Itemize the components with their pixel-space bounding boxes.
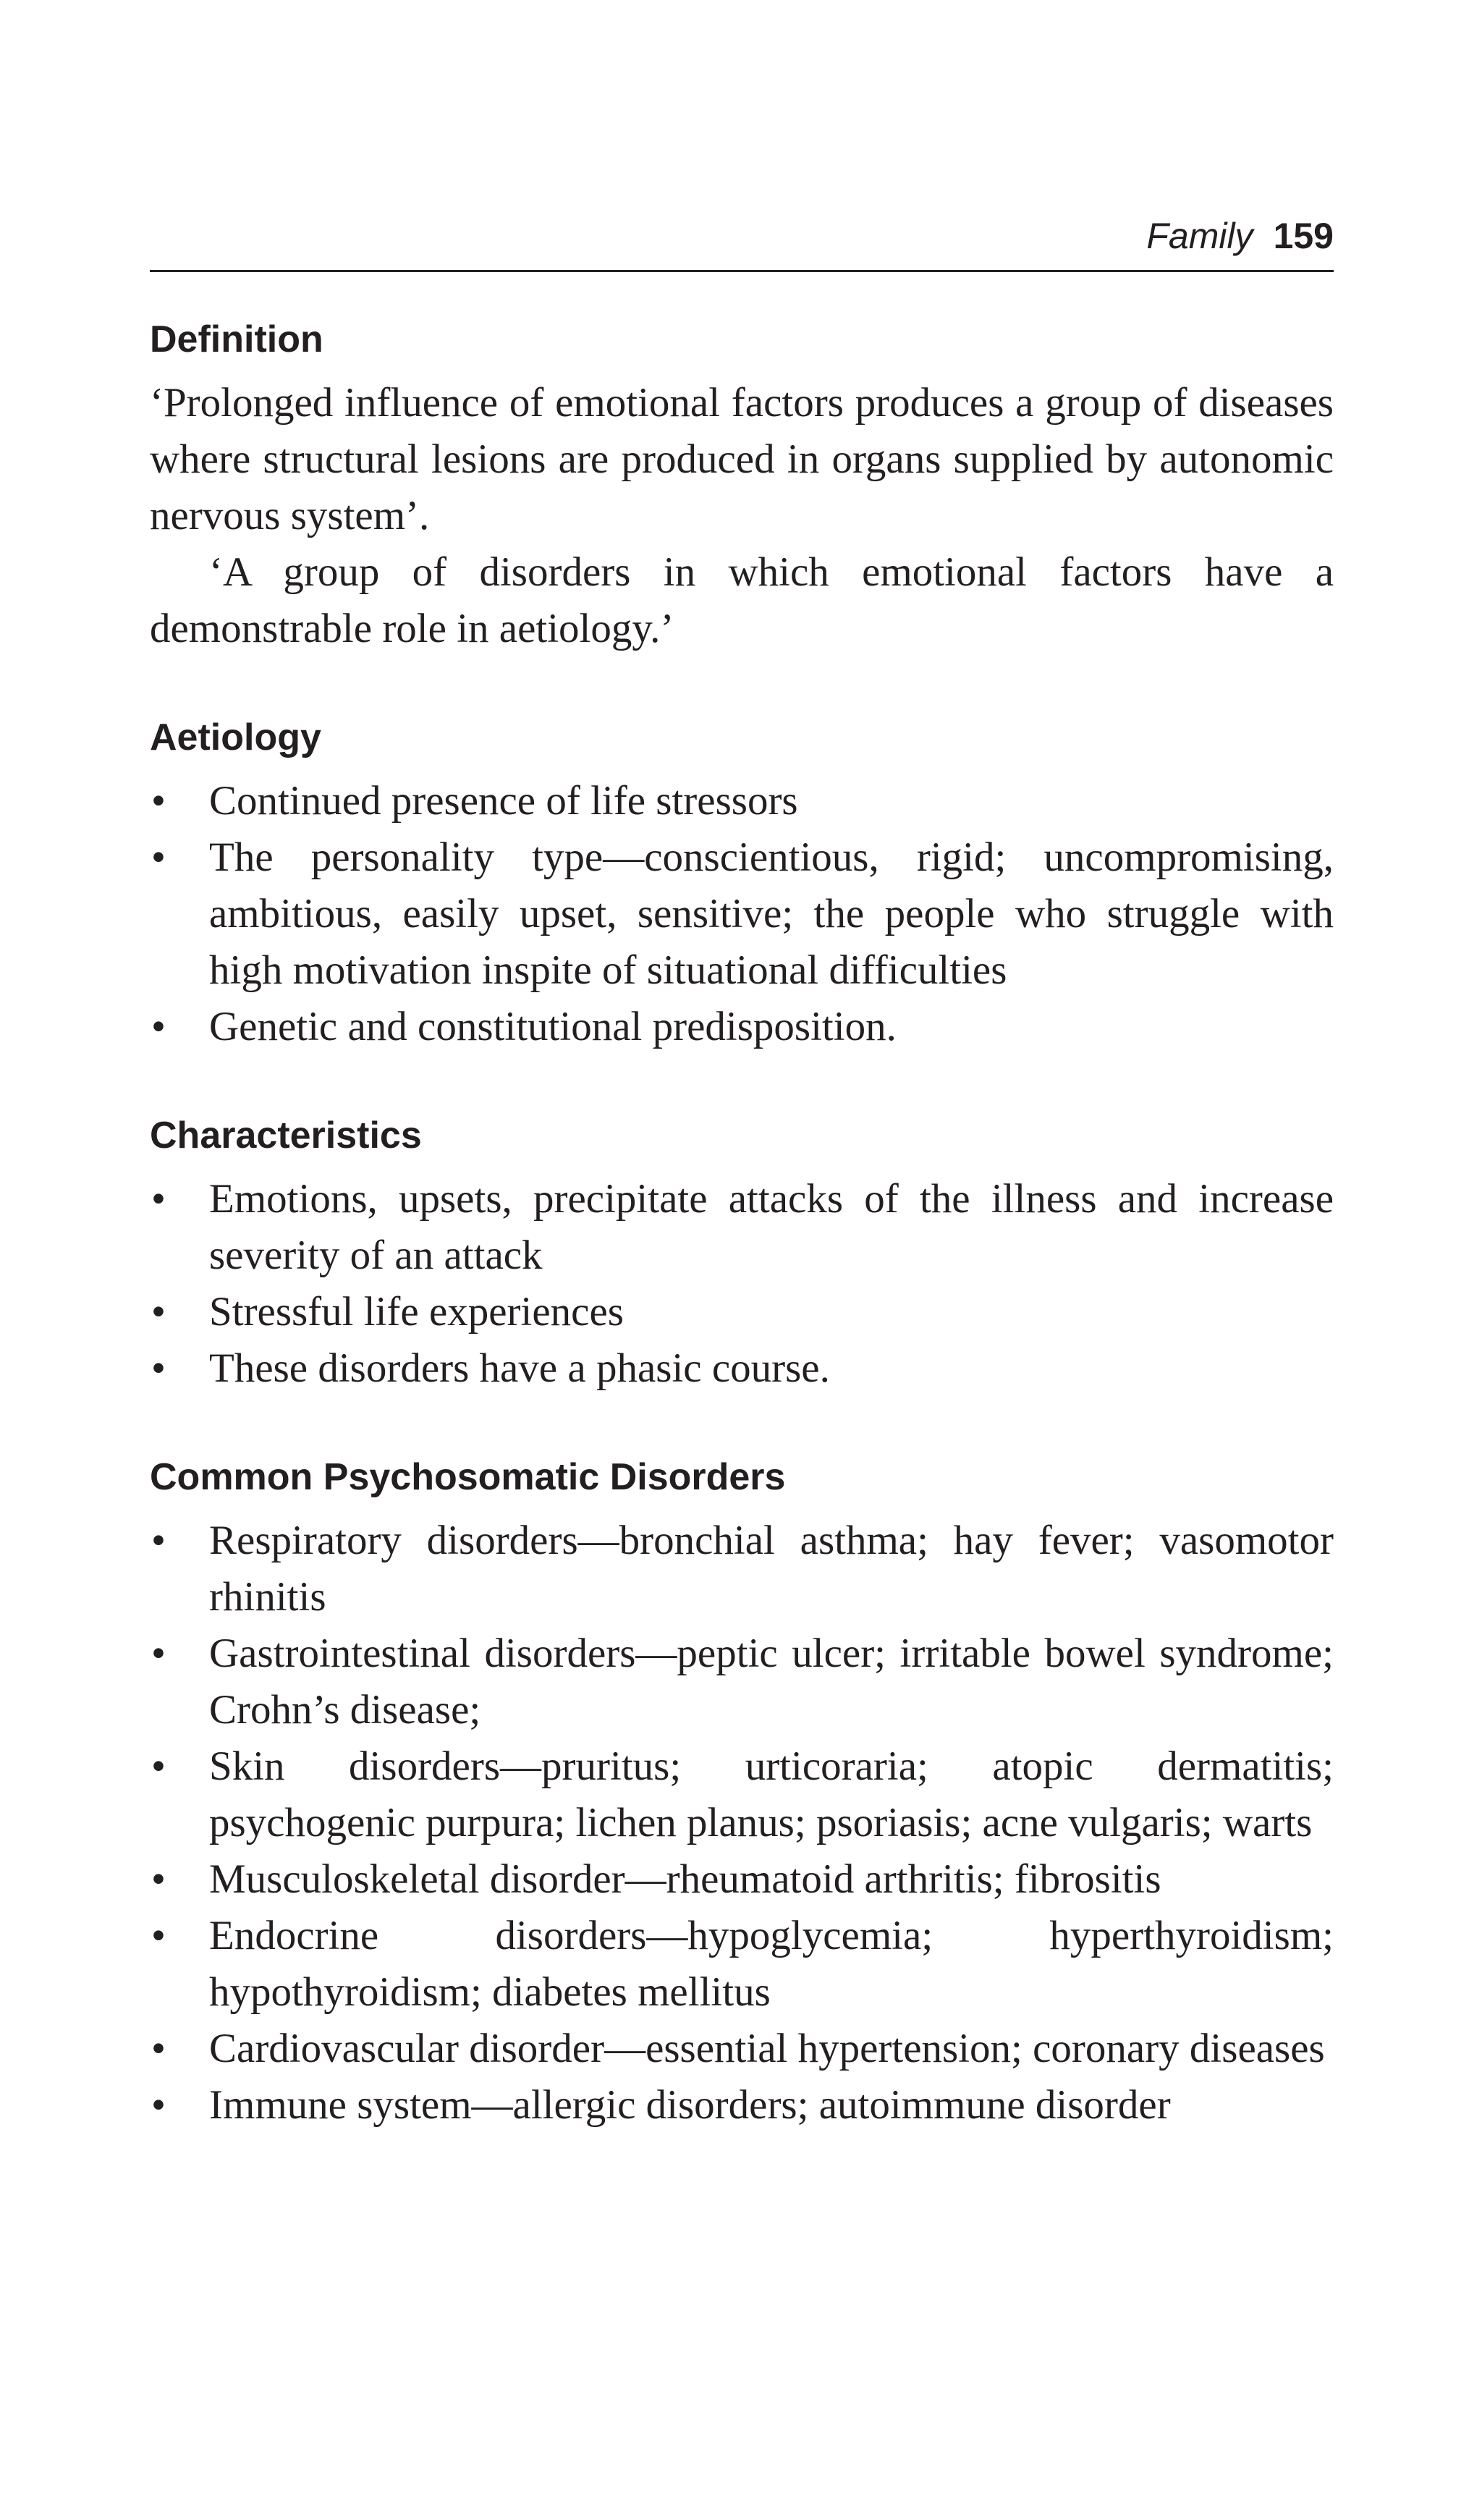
- list-item-text: The personality type—conscientious, rigid; uncompromising, ambitious, easily upset, sensitive; the people who struggle with high motivation inspite of situational difficulties: [209, 834, 1334, 993]
- bullet-list: [150, 1171, 1334, 1397]
- list-item: [150, 1908, 1334, 2021]
- running-head: [1146, 214, 1334, 258]
- paragraph: ‘A group of disorders in which emotional factors have a demonstrable role in aetiology.’: [150, 549, 1334, 651]
- section-definition: [150, 317, 1334, 657]
- bullet-icon: •: [151, 1631, 166, 1676]
- bullet-icon: •: [151, 1518, 166, 1563]
- header-rule: [150, 270, 1334, 272]
- list-item: [150, 1171, 1334, 1284]
- section-common-disorders: [150, 1455, 1334, 2134]
- section-heading: Aetiology: [150, 716, 321, 758]
- page-number: 159: [1273, 216, 1334, 256]
- list-item-text: These disorders have a phasic course.: [209, 1345, 830, 1391]
- bullet-list: [150, 1513, 1334, 2134]
- list-item: [150, 999, 1334, 1055]
- section-aetiology: [150, 715, 1334, 1055]
- list-item-text: Endocrine disorders—hypoglycemia; hyperthyroidism; hypothyroidism; diabetes mellitus: [209, 1913, 1334, 2015]
- list-item-text: Gastrointestinal disorders—peptic ulcer; irritable bowel syndrome; Crohn’s disease;: [209, 1631, 1334, 1733]
- section-heading: Characteristics: [150, 1115, 422, 1157]
- list-item: [150, 1340, 1334, 1397]
- list-item-text: Musculoskeletal disorder—rheumatoid arthritis; fibrositis: [209, 1856, 1161, 1902]
- list-item: [150, 773, 1334, 829]
- bullet-icon: •: [151, 1856, 166, 1902]
- list-item-text: Immune system—allergic disorders; autoimmune disorder: [209, 2082, 1171, 2128]
- paragraph: ‘Prolonged influence of emotional factors produces a group of diseases where structural lesions are produced in organs supplied by autonomic nervous system’.: [150, 380, 1334, 538]
- list-item: [150, 2021, 1334, 2077]
- list-item-text: Continued presence of life stressors: [209, 778, 798, 824]
- list-item: [150, 1738, 1334, 1851]
- list-item: [150, 1284, 1334, 1340]
- bullet-icon: •: [151, 834, 166, 880]
- list-item: [150, 1851, 1334, 1908]
- chapter-title: Family: [1146, 216, 1253, 256]
- list-item-text: Genetic and constitutional predisposition.: [209, 1004, 897, 1049]
- list-item-text: Emotions, upsets, precipitate attacks of the illness and increase severity of an attack: [209, 1176, 1334, 1278]
- bullet-icon: •: [151, 778, 166, 824]
- bullet-icon: •: [151, 1913, 166, 1958]
- section-characteristics: [150, 1113, 1334, 1397]
- page-content: [150, 317, 1334, 2191]
- section-heading: Common Psychosomatic Disorders: [150, 1456, 786, 1498]
- list-item-text: Stressful life experiences: [209, 1289, 624, 1335]
- list-item: [150, 2077, 1334, 2134]
- bullet-icon: •: [151, 1345, 166, 1391]
- bullet-list: [150, 773, 1334, 1055]
- list-item-text: Skin disorders—pruritus; urticoraria; atopic dermatitis; psychogenic purpura; lichen planus; psoriasis; acne vulgaris; warts: [209, 1743, 1334, 1845]
- list-item: [150, 1513, 1334, 1625]
- list-item: [150, 1625, 1334, 1738]
- section-heading: Definition: [150, 318, 323, 360]
- list-item-text: Respiratory disorders—bronchial asthma; hay fever; vasomotor rhinitis: [209, 1518, 1334, 1620]
- bullet-icon: •: [151, 1289, 166, 1335]
- list-item: [150, 829, 1334, 999]
- list-item-text: Cardiovascular disorder—essential hypertension; coronary diseases: [209, 2026, 1325, 2071]
- bullet-icon: •: [151, 1004, 166, 1049]
- bullet-icon: •: [151, 1743, 166, 1789]
- bullet-icon: •: [151, 2026, 166, 2071]
- bullet-icon: •: [151, 2082, 166, 2128]
- bullet-icon: •: [151, 1176, 166, 1222]
